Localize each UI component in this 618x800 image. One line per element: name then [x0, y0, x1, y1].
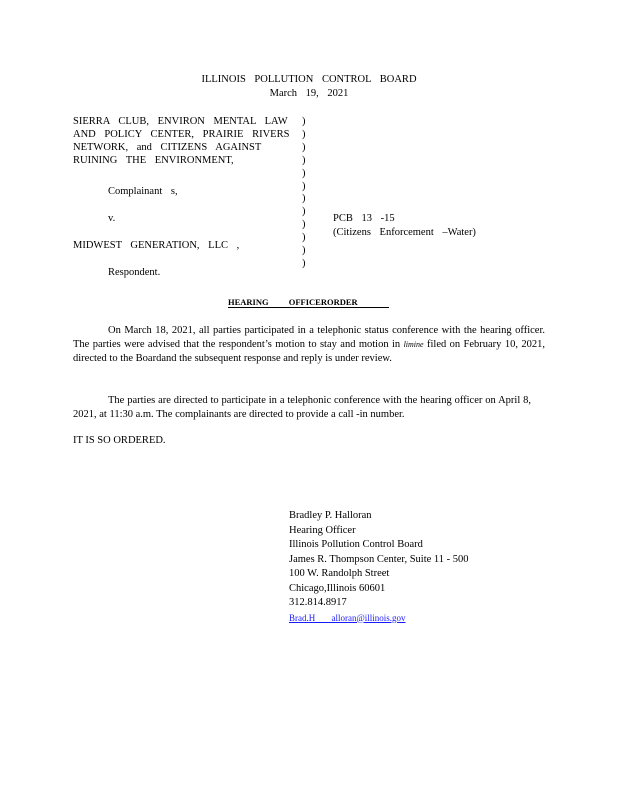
email-link[interactable]: Brad.H alloran@illinois.gov	[289, 612, 406, 623]
signer-address-2: 100 W. Randolph Street	[289, 568, 390, 579]
paragraph-2: The parties are directed to participate in a telephonic conference with the hearing officer on April 8, 2021, at 11:30 a.m. The complainants are directed to provide a call -in number.	[73, 395, 531, 420]
closing-statement: IT IS SO ORDERED.	[73, 435, 166, 446]
caption-parentheses: ) ) ) ) ) ) ) ) ) ) ) )	[302, 116, 306, 269]
signer-address-1: James R. Thompson Center, Suite 11 - 500	[289, 553, 469, 565]
paragraph-1: On March 18, 2021, all parties participated in a telephonic status conference with the hearing officer. The parties were advised that the respondent’s motion to stay and motion in limine filed on February 10, 2021, directed to the Boardand the subsequent response and reply is under review.	[73, 325, 545, 364]
signer-title: Hearing Officer	[289, 524, 356, 536]
complainant-line-3: NETWORK, and CITIZENS AGAINST	[73, 142, 262, 153]
respondent-label: Respondent.	[108, 267, 161, 278]
signer-city: Chicago,Illinois 60601	[289, 582, 386, 594]
signer-name: Bradley P. Halloran	[289, 510, 372, 521]
versus: v.	[108, 213, 116, 224]
limine-italic: limine	[403, 340, 424, 349]
signature-block	[289, 509, 469, 626]
complainant-line-4: RUINING THE ENVIRONMENT,	[73, 155, 234, 166]
case-type: (Citizens Enforcement –Water)	[333, 227, 476, 238]
order-date: March 19, 2021	[269, 88, 349, 99]
case-number: PCB 13 -15	[333, 213, 395, 224]
order-title: HEARING OFFICERORDER	[228, 297, 389, 308]
signer-org: Illinois Pollution Control Board	[289, 539, 423, 550]
complainant-label: Complainant s,	[108, 186, 178, 197]
complainant-line-2: AND POLICY CENTER, PRAIRIE RIVERS	[73, 129, 290, 140]
respondent-name: MIDWEST GENERATION, LLC ,	[73, 240, 240, 251]
board-name: ILLINOIS POLLUTION CONTROL BOARD	[201, 74, 417, 85]
signer-phone: 312.814.8917	[289, 597, 347, 608]
complainant-line-1: SIERRA CLUB, ENVIRON MENTAL LAW	[73, 116, 288, 127]
